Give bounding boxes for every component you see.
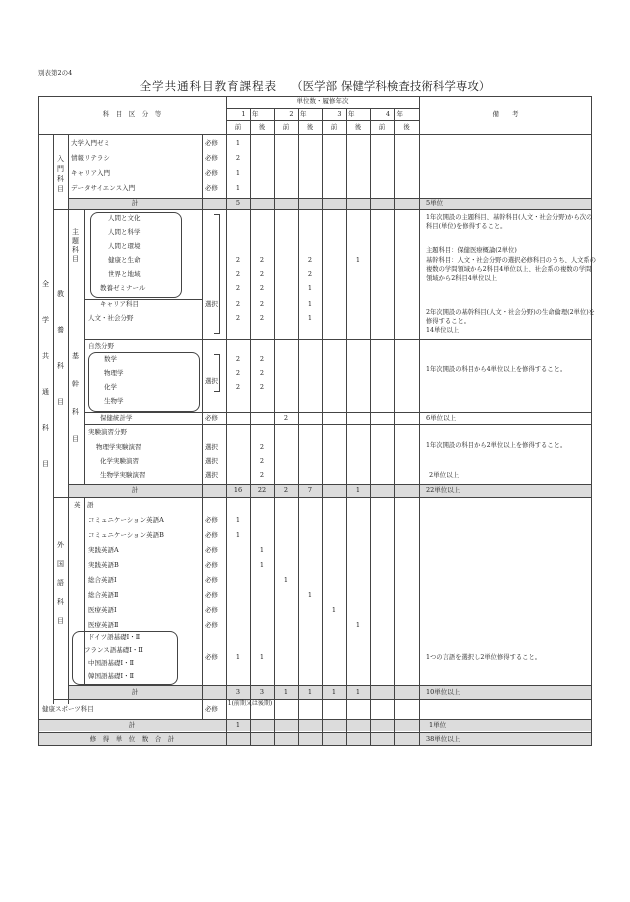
credit-value: 2 — [235, 154, 241, 162]
credit-value: 1 — [355, 688, 361, 696]
credit-value: 2 — [259, 355, 265, 363]
subject-name: 生物学実験演習 — [100, 471, 146, 479]
req-label: 必修 — [205, 705, 218, 713]
credit-value: 1 — [235, 531, 241, 539]
credit-value: 1 — [235, 721, 241, 729]
sem-header: 前 — [330, 123, 338, 131]
credit-value: 7 — [307, 486, 313, 494]
remark: 1年次開設の科目から2単位以上を修得すること。 — [426, 442, 567, 449]
sem-header: 前 — [378, 123, 386, 131]
req-label: 必修 — [205, 546, 218, 554]
remark: 22単位以上 — [426, 486, 461, 494]
theme-item: 世界と地域 — [108, 270, 141, 278]
req-label: 必修 — [205, 576, 218, 584]
year-4-header: 4 年 — [385, 110, 404, 118]
credit-value: 1 — [235, 184, 241, 192]
remark: 1年次開設の科目から4単位以上を修得すること。 — [426, 366, 567, 373]
subject-name: キャリア入門 — [71, 169, 110, 177]
credit-value: 16 — [233, 486, 243, 494]
zengaku-label: 全学共通科目 — [42, 280, 49, 468]
subject-name: 情報リテラシ — [71, 154, 110, 162]
credit-value: 1 — [235, 653, 241, 661]
sum-label: 計 — [131, 486, 139, 494]
remark: 6単位以上 — [426, 414, 457, 422]
remark: 2年次開設の基幹科目(人文・社会分野)の生命倫理(2単位)を修得すること。 — [426, 309, 595, 325]
subject-name: 英 語 — [74, 501, 94, 509]
hline — [53, 699, 592, 700]
select-bracket — [214, 391, 220, 392]
hline — [68, 484, 592, 485]
credit-value: 2 — [235, 355, 241, 363]
credit-value: 1 — [355, 256, 361, 264]
credit-value: 2 — [259, 256, 265, 264]
credit-value: 2 — [235, 284, 241, 292]
credit-value: 2 — [283, 486, 289, 494]
credit-value: 2 — [259, 369, 265, 377]
remark: 1年次開設の主題科目、基幹科目(人文・社会分野)から次の科目(単位)を修得すること。 — [426, 214, 593, 230]
grand-total-label: 修 得 単 位 数 合 計 — [89, 735, 175, 743]
shizen-item: 生物学 — [104, 397, 124, 405]
sem-header: 後 — [403, 123, 410, 131]
subject-name: 物理学実験演習 — [96, 443, 142, 451]
req-label: 必修 — [205, 414, 218, 422]
hline — [38, 719, 592, 720]
border-left — [38, 96, 39, 746]
shudai-label: 主題科目 — [72, 228, 79, 263]
hline — [53, 497, 592, 498]
credit-value: 2 — [235, 314, 241, 322]
credit-value: 2 — [259, 270, 265, 278]
req-label: 選択 — [205, 457, 218, 465]
kyoyo-label: 教養科目 — [57, 290, 64, 406]
sem-header: 前 — [234, 123, 242, 131]
credit-value: 1 — [331, 606, 337, 614]
remark: 14単位以上 — [426, 327, 460, 334]
credit-value: 1(前期又は後期) — [227, 700, 273, 707]
credit-value: 2 — [235, 300, 241, 308]
subject-name: データサイエンス入門 — [71, 184, 136, 192]
hline — [84, 339, 592, 340]
subject-name: 保健統計学 — [100, 414, 133, 422]
subject-name: 実践英語A — [88, 546, 119, 554]
credit-value: 1 — [259, 561, 265, 569]
credit-value: 2 — [235, 383, 241, 391]
border-bottom — [38, 745, 592, 746]
subject-name: 総合英語Ⅰ — [88, 576, 117, 584]
year-1-header: 1 年 — [241, 110, 259, 118]
subject-name: 化学実験演習 — [100, 457, 139, 465]
credit-value: 2 — [235, 256, 241, 264]
credit-value: 1 — [355, 486, 361, 494]
credit-value: 1 — [283, 688, 289, 696]
kikan-label-end: 目 — [72, 435, 79, 443]
req-label: 必修 — [205, 139, 218, 147]
req-label: 必修 — [205, 606, 218, 614]
remark: 5単位 — [426, 199, 444, 207]
theme-item: 人間と環境 — [108, 242, 141, 250]
req-label: 必修 — [205, 591, 218, 599]
subject-name: 総合英語Ⅱ — [88, 591, 119, 599]
vline — [226, 96, 227, 746]
req-label: 必修 — [205, 531, 218, 539]
remark: 1単位 — [429, 721, 447, 729]
credit-value: 3 — [235, 688, 241, 696]
req-label: 必修 — [205, 154, 218, 162]
credit-value: 2 — [235, 369, 241, 377]
credit-value: 1 — [235, 169, 241, 177]
req-label: 必修 — [205, 516, 218, 524]
hline — [84, 424, 592, 425]
credit-value: 5 — [235, 199, 241, 207]
remark: 1つの言語を選択し2単位修得すること。 — [426, 654, 542, 661]
req-label: 選択 — [205, 377, 218, 385]
credit-value: 2 — [259, 300, 265, 308]
title-sub: （医学部 保健学科検査技術科学専攻） — [291, 79, 491, 93]
req-label: 必修 — [205, 169, 218, 177]
credit-value: 1 — [307, 300, 313, 308]
subject-name: キャリア科目 — [100, 300, 139, 308]
select-bracket — [219, 214, 220, 334]
req-label: 選択 — [205, 443, 218, 451]
subject-name: コミュニケーション英語A — [88, 516, 164, 524]
theme-item: 教養ゼミナール — [100, 284, 146, 292]
credits-header: 単位数・履修年次 — [296, 97, 349, 105]
gaikoku-label: 外国語科目 — [57, 541, 64, 625]
sem-header: 後 — [306, 123, 314, 131]
credit-value: 2 — [307, 256, 313, 264]
lang-item: 中国語基礎Ⅰ・Ⅱ — [88, 659, 134, 667]
req-label: 必修 — [205, 653, 218, 661]
req-label: 必修 — [205, 561, 218, 569]
lang-item: フランス語基礎Ⅰ・Ⅱ — [84, 646, 143, 654]
credit-value: 1 — [259, 653, 265, 661]
border-right — [591, 96, 592, 746]
lang-item: ドイツ語基礎Ⅰ・Ⅱ — [88, 633, 141, 641]
hline — [38, 732, 592, 733]
credit-value: 2 — [235, 270, 241, 278]
kikan-label: 基幹科 — [72, 352, 79, 416]
subject-name: 実験演習分野 — [88, 428, 127, 436]
page-title — [38, 78, 592, 94]
remarks-header: 備 考 — [492, 110, 519, 118]
subject-name: 人文・社会分野 — [88, 314, 134, 322]
nyumon-label: 入門科目 — [57, 155, 64, 193]
vline — [322, 108, 323, 746]
credit-value: 1 — [259, 546, 265, 554]
shizen-item: 物理学 — [104, 369, 124, 377]
vline — [370, 108, 371, 746]
subject-name: 自然分野 — [88, 342, 114, 350]
theme-item: 人間と科学 — [108, 228, 141, 236]
vline — [68, 134, 69, 704]
sem-header: 後 — [258, 123, 266, 131]
shizen-item: 化学 — [104, 383, 117, 391]
vline — [84, 209, 85, 484]
credit-value: 2 — [259, 383, 265, 391]
sum-label: 計 — [128, 721, 136, 729]
req-label: 必修 — [205, 184, 218, 192]
remark: 主題科目：保健医療概論(2単位) — [426, 247, 517, 254]
vline — [298, 108, 299, 746]
sum-label: 計 — [131, 688, 139, 696]
remark: 基幹科目：人文・社会分野の選択必修科目のうち、人文系の複数の学問領域から2科目4単位以上、社会系の複数の学問領域から2科目4単位以上 — [426, 257, 597, 282]
credit-value: 1 — [235, 516, 241, 524]
vline — [202, 134, 203, 720]
vline — [274, 108, 275, 746]
credit-value: 1 — [235, 139, 241, 147]
table-reference: 別表第2の4 — [38, 69, 73, 77]
credit-value: 2 — [259, 314, 265, 322]
credit-value: 1 — [331, 688, 337, 696]
subject-name: 実践英語B — [88, 561, 119, 569]
credit-value: 1 — [307, 314, 313, 322]
vline — [394, 108, 395, 746]
remark: 2単位以上 — [429, 471, 460, 479]
shizen-item: 数学 — [104, 355, 117, 363]
vline — [250, 108, 251, 746]
credit-value: 1 — [283, 576, 289, 584]
remark: 10単位以上 — [426, 688, 461, 696]
category-header: 科 目 区 分 等 — [102, 110, 162, 118]
select-bracket — [214, 354, 220, 355]
subject-name: 医療英語Ⅰ — [88, 606, 117, 614]
subject-name: 医療英語Ⅱ — [88, 621, 119, 629]
title-main: 全学共通科目教育課程表 — [139, 79, 278, 93]
lang-item: 韓国語基礎Ⅰ・Ⅱ — [88, 672, 134, 680]
year-3-header: 3 年 — [337, 110, 355, 118]
subject-name: 大学入門ゼミ — [71, 139, 110, 147]
credit-value: 2 — [283, 414, 289, 422]
vline — [419, 96, 420, 746]
credit-value: 1 — [307, 688, 313, 696]
req-label: 選択 — [205, 471, 218, 479]
select-bracket — [214, 333, 220, 334]
curriculum-table — [38, 96, 597, 746]
credit-value: 3 — [259, 688, 265, 696]
credit-value: 1 — [355, 621, 361, 629]
select-bracket — [219, 354, 220, 392]
credit-value: 2 — [259, 471, 265, 479]
sum-label: 計 — [131, 199, 139, 207]
hline — [53, 209, 592, 210]
hline — [68, 685, 592, 686]
req-label: 必修 — [205, 621, 218, 629]
credit-value: 1 — [307, 284, 313, 292]
remark: 38単位以上 — [426, 735, 461, 743]
credit-value: 2 — [259, 443, 265, 451]
sem-header: 前 — [282, 123, 290, 131]
subject-name: コミュニケーション英語B — [88, 531, 164, 539]
req-label: 選択 — [205, 300, 218, 308]
sem-header: 後 — [354, 123, 362, 131]
credit-value: 2 — [307, 270, 313, 278]
hline — [84, 412, 592, 413]
select-bracket — [214, 214, 220, 215]
year-2-header: 2 年 — [289, 110, 307, 118]
credit-value: 2 — [259, 284, 265, 292]
theme-item: 健康と生命 — [108, 256, 141, 264]
vline — [53, 134, 54, 704]
hline — [38, 134, 592, 135]
subject-name: 健康スポーツ科目 — [42, 705, 94, 713]
credit-value: 2 — [259, 457, 265, 465]
credit-value: 22 — [257, 486, 267, 494]
credit-value: 1 — [307, 591, 313, 599]
theme-item: 人間と文化 — [108, 214, 141, 222]
vline — [346, 108, 347, 746]
